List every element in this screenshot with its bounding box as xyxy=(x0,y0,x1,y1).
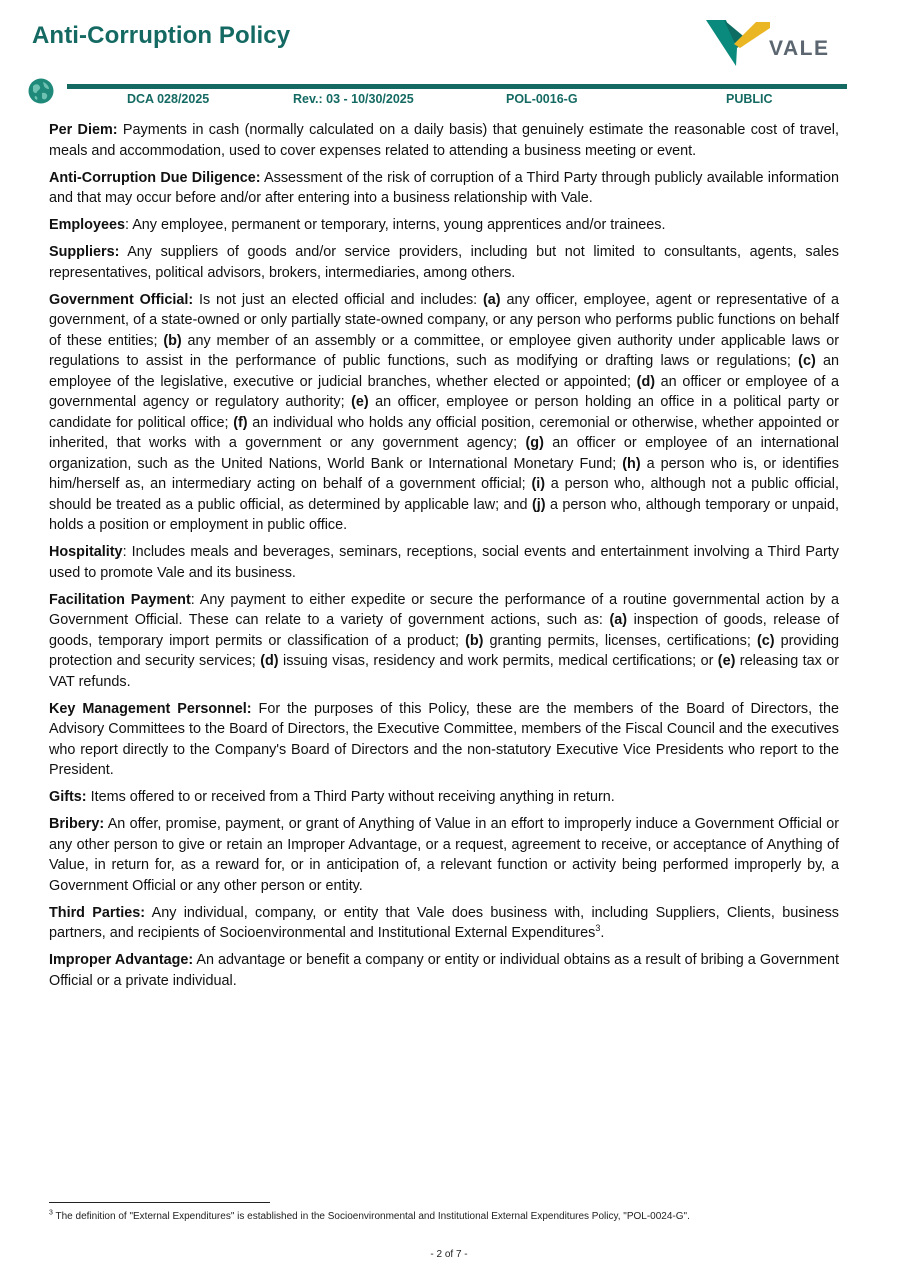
definition-text: providing protection and security services; xyxy=(49,632,839,669)
definition-term: Gifts: xyxy=(49,789,87,805)
definition-paragraph xyxy=(49,590,839,693)
definition-item-marker: (i) xyxy=(531,476,546,492)
definition-paragraph xyxy=(49,242,839,283)
definition-text: any officer, employee, agent or representative of a government, of a state-owned or only partially state-owned company, or any person who performs public functions on behalf of these entities; xyxy=(49,291,840,349)
definition-text: a person who is, or identifies him/herself as, an intermediary acting on behalf of a government official; xyxy=(49,455,839,492)
definition-text: an employee of the legislative, executive or judicial branches, whether elected or appointed; xyxy=(49,353,839,390)
definition-paragraph xyxy=(49,814,839,896)
definition-item-marker: (c) xyxy=(756,632,775,649)
vale-logo xyxy=(704,18,834,68)
definition-item-marker: (f) xyxy=(233,414,248,431)
definition-text: For the purposes of this Policy, these are the members of the Board of Directors, the Advisory Committees to the Board of Directors, the Executive Committee, members of the Fiscal Council and the executives who report directly to the Company's Board of Directors and the non-statutory Executive Vice Presidents who report to the President. xyxy=(49,700,840,778)
document-title: Anti-Corruption Policy xyxy=(32,22,291,49)
footnote-text: The definition of "External Expenditures" is established in the Socioenvironmental and Institutional External Expenditures Policy, "POL-0024-G". xyxy=(52,1211,690,1222)
definition-text: an officer or employee of an international organization, such as the United Nations, World Bank or International Monetary Fund; xyxy=(49,435,839,472)
definition-text: any member of an assembly or a committee, or employee given authority under applicable laws or regulations to assist in the performance of public functions, such as modifying or drafting laws or regulations; xyxy=(49,332,839,369)
definition-text: : Any employee, permanent or temporary, interns, young apprentices and/or trainees. xyxy=(125,217,666,233)
definition-term: Third Parties: xyxy=(49,904,146,921)
header-rule xyxy=(67,84,847,89)
definition-text: inspection of goods, release of goods, temporary import permits or classification of a product; xyxy=(49,612,840,649)
definition-text: an officer or employee of a governmental agency or regulatory authority; xyxy=(49,373,839,410)
definition-paragraph xyxy=(49,950,839,991)
definition-term: Per Diem: xyxy=(49,122,118,138)
definition-text: a person who, although temporary or unpaid, holds a position or employment in public office. xyxy=(49,496,839,533)
definition-text: Is not just an elected official and includes: xyxy=(193,291,484,308)
revision-info: Rev.: 03 - 10/30/2025 xyxy=(293,92,414,106)
document-number: DCA 028/2025 xyxy=(127,92,210,106)
footnote xyxy=(49,1211,690,1222)
page-number: - 2 of 7 - xyxy=(430,1249,468,1260)
definition-item-marker: (b) xyxy=(163,332,182,349)
definition-paragraph xyxy=(49,290,839,536)
definitions-list xyxy=(49,120,839,998)
definition-paragraph xyxy=(49,120,839,161)
definition-item-marker: (e) xyxy=(717,653,736,669)
definition-paragraph xyxy=(49,787,839,808)
policy-code: POL-0016-G xyxy=(506,92,578,106)
definition-item-marker: (h) xyxy=(622,455,641,472)
definition-item-marker: (d) xyxy=(260,653,279,669)
definition-item-marker: (a) xyxy=(483,291,501,308)
definition-text: Items offered to or received from a Third Party without receiving anything in return. xyxy=(86,789,615,805)
definition-text: releasing tax or VAT refunds. xyxy=(49,653,840,690)
definition-text: Payments in cash (normally calculated on a daily basis) that genuinely estimate the reasonable cost of travel, meals and accommodation, used to cover expenses related to attending a business meeting or event. xyxy=(49,122,839,159)
definition-text: : Any payment to either expedite or secure the performance of a routine governmental action by a Government Official. These can relate to a variety of government actions, such as: xyxy=(49,591,839,628)
definition-term: Employees xyxy=(49,217,125,233)
definition-text: a person who, although not a public official, should be treated as a public official, as determined by applicable law; and xyxy=(49,476,839,513)
logo-text: VALE xyxy=(769,37,830,60)
definition-text: Assessment of the risk of corruption of a Third Party through publicly available information and that may occur before and/or after entering into a business relationship with Vale. xyxy=(49,169,839,206)
definition-text: . xyxy=(600,925,605,941)
definition-paragraph xyxy=(49,542,839,583)
definition-item-marker: (c) xyxy=(798,353,816,369)
definition-text: Any individual, company, or entity that Vale does business with, including Suppliers, Clients, business partners, and recipients of Socioenvironmental and Institutional External Expenditures xyxy=(49,904,839,941)
classification-label: PUBLIC xyxy=(726,92,773,106)
footnote-separator xyxy=(49,1202,270,1203)
definition-text: : Includes meals and beverages, seminars, receptions, social events and entertainment involving a Third Party used to promote Vale and its business. xyxy=(49,544,839,581)
definition-item-marker: (b) xyxy=(465,632,484,649)
definition-text: An advantage or benefit a company or entity or individual obtains as a result of bribing a Government Official or a private individual. xyxy=(49,952,840,989)
definition-term: Suppliers: xyxy=(49,244,120,260)
definition-text: Any suppliers of goods and/or service providers, including but not limited to consultants, agents, sales representatives, political advisors, brokers, intermediaries, among others. xyxy=(49,244,839,281)
definition-text: an individual who holds any official position, ceremonial or otherwise, whether appointed or inherited, that works with a government or any government agency; xyxy=(49,414,839,451)
definition-text: granting permits, licenses, certifications; xyxy=(483,632,757,649)
footnote-reference: 3 xyxy=(595,923,601,934)
definition-item-marker: (g) xyxy=(525,435,544,451)
footnote-marker: 3 xyxy=(49,1209,53,1217)
definition-term: Key Management Personnel: xyxy=(49,700,252,717)
definition-item-marker: (a) xyxy=(609,612,628,628)
definition-item-marker: (j) xyxy=(531,496,546,513)
definition-term: Bribery: xyxy=(49,816,105,832)
definition-item-marker: (d) xyxy=(636,373,656,390)
vale-logo-mark xyxy=(704,18,770,68)
definition-term: Government Official: xyxy=(49,291,194,308)
globe-icon xyxy=(28,78,54,104)
definition-paragraph xyxy=(49,903,839,944)
definition-paragraph xyxy=(49,168,839,209)
definition-text: issuing visas, residency and work permits, medical certifications; or xyxy=(278,653,718,669)
definition-text: An offer, promise, payment, or grant of Anything of Value in an effort to improperly induce a Government Official or any other person to give or retain an Improper Advantage, or a request, agreement to receive, or acceptance of Anything of Value, in return for, as a reward for, or in anticipation of, a relevant function or activity being performed improperly by, a Government Official or any other person or entity. xyxy=(49,816,839,894)
definition-paragraph xyxy=(49,699,839,781)
definition-term: Improper Advantage: xyxy=(49,952,194,968)
definition-term: Facilitation Payment xyxy=(49,591,191,608)
definition-item-marker: (e) xyxy=(351,394,369,410)
definition-paragraph xyxy=(49,215,839,236)
definition-text: an officer, employee or person holding an office in a political party or candidate for political office; xyxy=(49,394,839,431)
definition-term: Anti-Corruption Due Diligence: xyxy=(49,169,261,186)
definition-term: Hospitality xyxy=(49,544,123,560)
